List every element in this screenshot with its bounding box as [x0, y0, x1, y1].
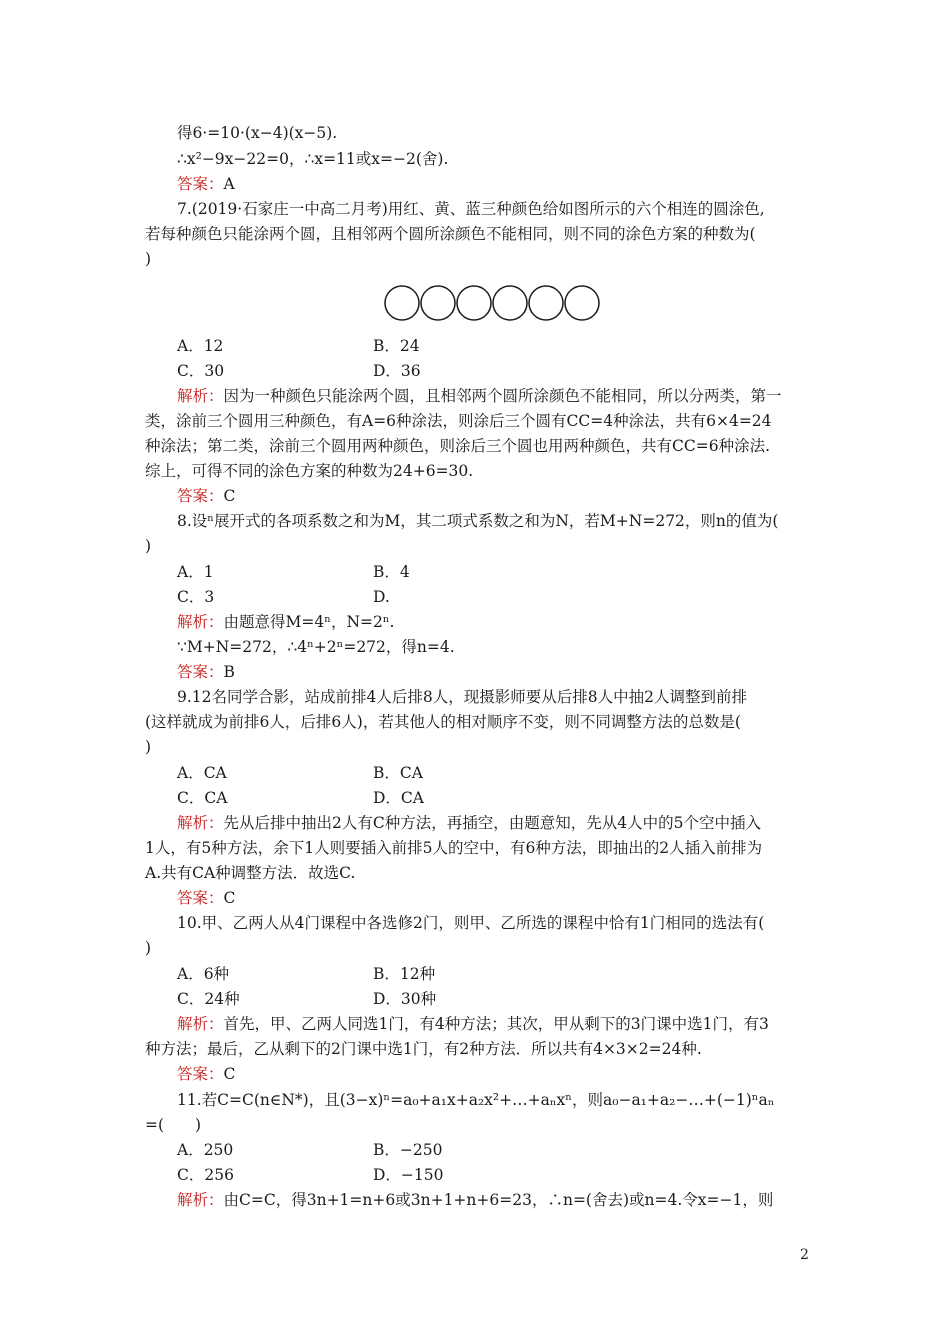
- answer-value: A: [223, 175, 235, 193]
- question-9: 9.12名同学合影，站成前排4人后排8人，现摄影师要从后排8人中抽2人调整到前排: [177, 688, 747, 706]
- option-a: A．1: [177, 563, 214, 581]
- option-b: B．12种: [373, 965, 436, 983]
- option-d: D．−150: [373, 1166, 444, 1184]
- analysis-line: 解析：由题意得M=4ⁿ，N=2ⁿ.: [177, 613, 395, 631]
- option-a: A．250: [177, 1141, 234, 1159]
- text-line: ): [145, 738, 152, 756]
- answer-line: [177, 174, 857, 194]
- option-c: C．256: [177, 1166, 234, 1184]
- question-7: 7.(2019·石家庄一中高二月考)用红、黄、蓝三种颜色给如图所示的六个相连的圆涂色,: [177, 200, 765, 218]
- analysis-line: 解析：由C=C，得3n+1=n+6或3n+1+n+6=23，∴n=(舍去)或n=4.令x=−1，则: [177, 1191, 774, 1209]
- answer-line: [177, 486, 857, 506]
- option-b: B．24: [373, 337, 420, 355]
- analysis-line: 解析：首先，甲、乙两人同选1门，有4种方法；其次，甲从剩下的3门课中选1门，有3: [177, 1015, 769, 1033]
- question-8: 8.设ⁿ展开式的各项系数之和为M，其二项式系数之和为N，若M+N=272，则n的值为(: [177, 512, 779, 530]
- text-line: 种方法；最后，乙从剩下的2门课中选1门，有2种方法．所以共有4×3×2=24种.: [145, 1040, 702, 1058]
- text-line: ∵M+N=272，∴4ⁿ+2ⁿ=272，得n=4.: [177, 638, 455, 656]
- analysis-label: 解析：: [177, 387, 224, 405]
- option-c: C．3: [177, 588, 215, 606]
- six-circles-figure: [383, 284, 601, 322]
- answer-label: 答案：: [177, 487, 224, 505]
- answer-label: 答案：: [177, 889, 224, 907]
- answer-label: 答案：: [177, 1065, 224, 1083]
- analysis-line: 解析：先从后排中抽出2人有C种方法，再插空，由题意知，先从4人中的5个空中插入: [177, 814, 761, 832]
- analysis-label: 解析：: [177, 814, 224, 832]
- option-a: A．6种: [177, 965, 230, 983]
- option-b: B．−250: [373, 1141, 443, 1159]
- question-11: 11.若C=C(n∈N*)，且(3−x)ⁿ=a₀+a₁x+a₂x²+…+aₙxⁿ，则a₀−a₁+a₂−…+(−1)ⁿaₙ: [177, 1091, 775, 1109]
- option-a: A．12: [177, 337, 224, 355]
- text-line: 若每种颜色只能涂两个圆，且相邻两个圆所涂颜色不能相同，则不同的涂色方案的种数为(: [145, 225, 756, 243]
- circle-5: [529, 286, 563, 320]
- circle-1: [385, 286, 419, 320]
- text-line: ∴x²−9x−22=0，∴x=11或x=−2(舍).: [177, 150, 449, 168]
- option-d: D.: [373, 588, 390, 606]
- option-b: B．4: [373, 563, 410, 581]
- answer-value: C: [223, 487, 236, 505]
- answer-label: 答案：: [177, 663, 224, 681]
- text-line: =( ): [145, 1116, 202, 1134]
- answer-value: C: [223, 1065, 236, 1083]
- answer-value: B: [223, 663, 235, 681]
- circle-3: [457, 286, 491, 320]
- answer-label: 答案：: [177, 175, 224, 193]
- option-d: D．CA: [373, 789, 424, 807]
- analysis-label: 解析：: [177, 613, 224, 631]
- option-b: B．CA: [373, 764, 423, 782]
- answer-line: [177, 888, 857, 908]
- text-line: 得6·=10·(x−4)(x−5).: [177, 124, 338, 142]
- option-c: C．24种: [177, 990, 240, 1008]
- answer-value: C: [223, 889, 236, 907]
- analysis-line: 解析：因为一种颜色只能涂两个圆，且相邻两个圆所涂颜色不能相同，所以分两类，第一: [177, 387, 782, 405]
- text-line: ): [145, 250, 152, 268]
- text-line: ): [145, 939, 152, 957]
- option-a: A．CA: [177, 764, 227, 782]
- text-line: (这样就成为前排6人，后排6人)，若其他人的相对顺序不变，则不同调整方法的总数是(: [145, 713, 741, 731]
- circle-6: [565, 286, 599, 320]
- answer-line: [177, 1064, 857, 1084]
- analysis-label: 解析：: [177, 1191, 224, 1209]
- text-line: 综上，可得不同的涂色方案的种数为24+6=30.: [145, 462, 474, 480]
- analysis-label: 解析：: [177, 1015, 224, 1033]
- text-line: 种涂法；第二类，涂前三个圆用两种颜色，则涂后三个圆也用两种颜色，共有CC=6种涂法.: [145, 437, 770, 455]
- option-d: D．30种: [373, 990, 437, 1008]
- question-10: 10.甲、乙两人从4门课程中各选修2门，则甲、乙所选的课程中恰有1门相同的选法有(: [177, 914, 765, 932]
- option-d: D．36: [373, 362, 421, 380]
- option-c: C．30: [177, 362, 225, 380]
- answer-line: [177, 662, 857, 682]
- text-line: 1人，有5种方法，余下1人则要插入前排5人的空中，有6种方法，即抽出的2人插入前排为: [145, 839, 763, 857]
- circle-4: [493, 286, 527, 320]
- page-number: 2: [800, 1247, 809, 1263]
- text-line: 类，涂前三个圆用三种颜色，有A=6种涂法，则涂后三个圆有CC=4种涂法，共有6×4=24: [145, 412, 772, 430]
- text-line: A.共有CA种调整方法．故选C.: [145, 864, 356, 882]
- circle-2: [421, 286, 455, 320]
- option-c: C．CA: [177, 789, 228, 807]
- text-line: ): [145, 537, 152, 555]
